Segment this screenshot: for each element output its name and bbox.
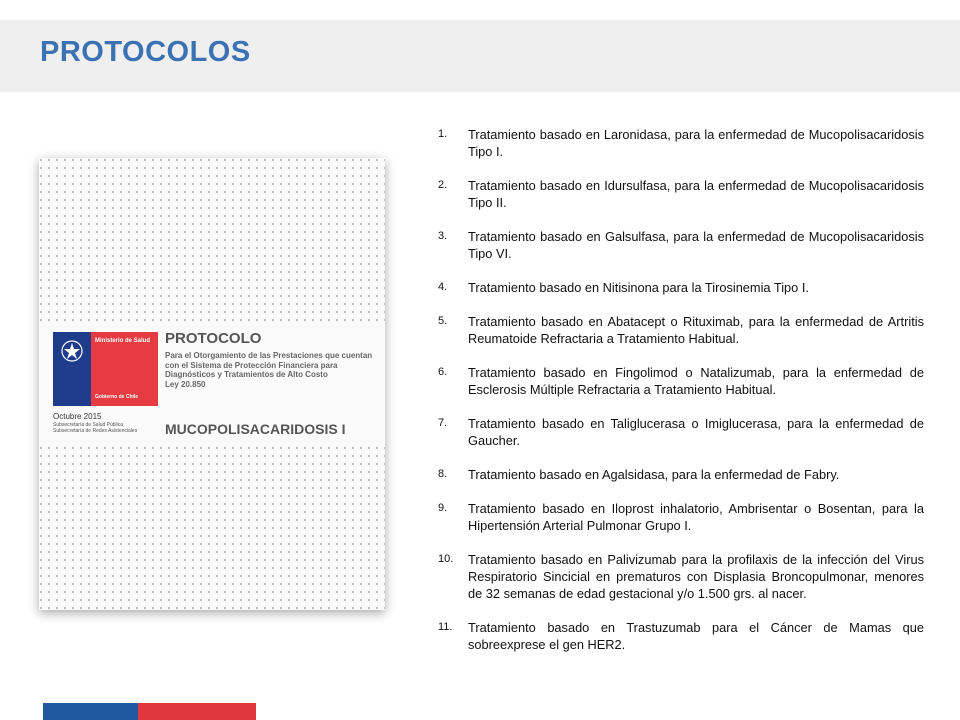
list-item xyxy=(438,551,924,602)
item-text: Tratamiento basado en Abatacept o Rituximab, para la enfermedad de Artritis Reumatoide Refractaria a Tratamiento Habitual. xyxy=(468,314,924,346)
item-number: 6. xyxy=(438,366,448,378)
cover-subsec-1: Subsecretaría de Salud Pública xyxy=(53,422,124,428)
list-item xyxy=(438,177,924,211)
footer-red-bar xyxy=(138,703,256,720)
item-text: Tratamiento basado en Idursulfasa, para la enfermedad de Mucopolisacaridosis Tipo II. xyxy=(468,178,924,210)
protocol-list xyxy=(438,126,924,670)
list-item xyxy=(438,126,924,160)
coat-of-arms-icon xyxy=(59,338,85,364)
logo-gov-label: Gobierno de Chile xyxy=(95,394,139,400)
item-number: 5. xyxy=(438,315,448,327)
list-item xyxy=(438,619,924,653)
list-item xyxy=(438,313,924,347)
list-item xyxy=(438,500,924,534)
list-item xyxy=(438,466,924,483)
item-text: Tratamiento basado en Trastuzumab para el Cáncer de Mamas que sobreexprese el gen HER2. xyxy=(468,620,924,652)
item-number: 8. xyxy=(438,468,448,480)
item-text: Tratamiento basado en Palivizumab para la profilaxis de la infección del Virus Respiratorio Sincicial en prematuros con Displasia Broncopulmonar, menores de 32 semanas de edad gestacional y/o 1.500 grs. al nacer. xyxy=(468,552,924,601)
item-text: Tratamiento basado en Laronidasa, para la enfermedad de Mucopolisacaridosis Tipo I. xyxy=(468,127,924,159)
item-text: Tratamiento basado en Agalsidasa, para la enfermedad de Fabry. xyxy=(468,467,840,482)
item-number: 4. xyxy=(438,281,448,293)
item-text: Tratamiento basado en Fingolimod o Natalizumab, para la enfermedad de Esclerosis Múltiple Refractaria a Tratamiento Habitual. xyxy=(468,365,924,397)
item-number: 1. xyxy=(438,128,448,140)
ministry-logo xyxy=(53,332,158,406)
page-title: PROTOCOLOS xyxy=(40,36,251,68)
logo-org-label: Ministerio de Salud xyxy=(95,338,151,344)
cover-subtitle xyxy=(165,351,375,389)
cover-law: Ley 20.850 xyxy=(165,379,206,389)
cover-subsec-2: Subsecretaría de Redes Asistenciales xyxy=(53,428,138,434)
list-item xyxy=(438,415,924,449)
cover-subsecretarias xyxy=(53,422,163,434)
item-number: 9. xyxy=(438,502,448,514)
protocol-cover-image xyxy=(39,158,385,610)
list-item xyxy=(438,279,924,296)
item-number: 11. xyxy=(438,621,453,633)
item-text: Tratamiento basado en Nitisinona para la Tirosinemia Tipo I. xyxy=(468,280,809,295)
cover-date: Octubre 2015 xyxy=(53,412,102,421)
item-text: Tratamiento basado en Taliglucerasa o Imiglucerasa, para la enfermedad de Gaucher. xyxy=(468,416,924,448)
cover-heading: PROTOCOLO xyxy=(165,330,262,347)
item-number: 3. xyxy=(438,230,448,242)
cover-subtitle-text: Para el Otorgamiento de las Prestaciones que cuentan con el Sistema de Protección Financiera para Diagnósticos y Tratamientos de Alto Costo xyxy=(165,351,373,380)
item-number: 2. xyxy=(438,179,448,191)
footer-blue-bar xyxy=(43,703,138,720)
item-number: 7. xyxy=(438,417,448,429)
item-text: Tratamiento basado en Iloprost inhalatorio, Ambrisentar o Bosentan, para la Hipertensión Arterial Pulmonar Grupo I. xyxy=(468,501,924,533)
item-text: Tratamiento basado en Galsulfasa, para la enfermedad de Mucopolisacaridosis Tipo VI. xyxy=(468,229,924,261)
list-item xyxy=(438,364,924,398)
item-number: 10. xyxy=(438,553,454,565)
cover-disease-title: MUCOPOLISACARIDOSIS I xyxy=(165,421,346,437)
list-item xyxy=(438,228,924,262)
